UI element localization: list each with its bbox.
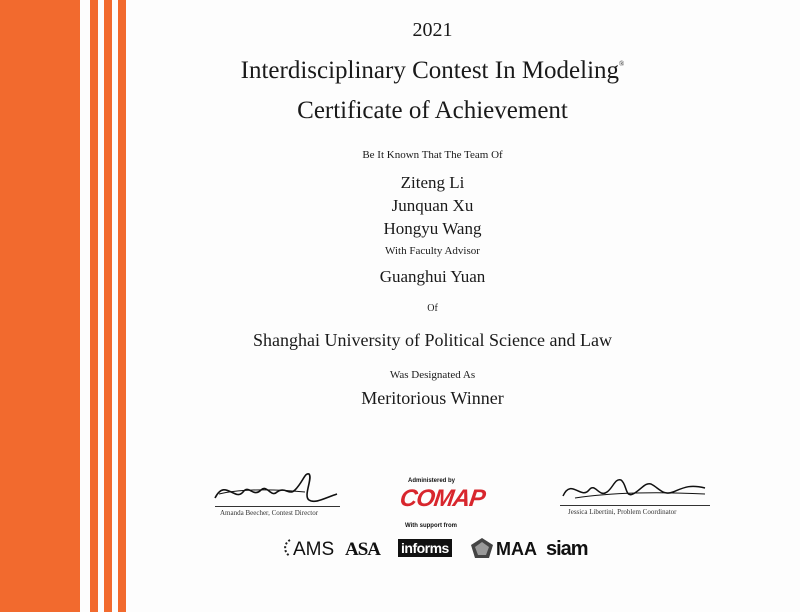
administered-by-label: Administered by (408, 478, 456, 484)
asa-logo: ASA (345, 539, 381, 560)
contest-name (140, 58, 725, 83)
designation-intro: Was Designated As (389, 369, 476, 381)
maa-emblem-icon (470, 537, 494, 559)
of-label: Of (427, 303, 438, 314)
right-signature (555, 470, 715, 508)
orange-stripe-thin-1 (90, 0, 98, 612)
right-signature-line (560, 505, 710, 506)
certificate-year: 2021 (412, 19, 453, 41)
certificate-title: Certificate of Achievement (297, 97, 568, 124)
team-member-2: Junquan Xu (391, 196, 474, 215)
left-signature-line (215, 506, 340, 507)
faculty-advisor: Guanghui Yuan (379, 267, 486, 286)
ams-logo: AMS (293, 539, 335, 560)
designation-award: Meritorious Winner (361, 388, 504, 408)
team-member-3: Hongyu Wang (383, 219, 482, 238)
advisor-intro: With Faculty Advisor (385, 245, 480, 257)
informs-logo: informs (398, 539, 452, 557)
right-signature-caption: Jessica Libertini, Problem Coordinator (568, 508, 677, 516)
institution-name: Shanghai University of Political Science and Law (253, 330, 612, 350)
team-member-1: Ziteng Li (400, 173, 465, 192)
left-signature (205, 468, 345, 508)
orange-stripe-wide (0, 0, 80, 612)
support-from-label: With support from (405, 523, 457, 529)
registered-mark: ® (619, 60, 625, 68)
maa-logo: MAA (496, 539, 537, 559)
orange-stripe-thin-3 (118, 0, 126, 612)
left-signature-caption: Amanda Beecher, Contest Director (220, 509, 319, 517)
ams-arc-icon (280, 538, 292, 558)
comap-logo: COMAP (398, 485, 487, 512)
contest-name-text: Interdisciplinary Contest In Modeling (240, 57, 620, 84)
siam-logo: siam (546, 538, 588, 560)
team-intro: Be It Known That The Team Of (362, 149, 503, 161)
orange-stripe-thin-2 (104, 0, 112, 612)
